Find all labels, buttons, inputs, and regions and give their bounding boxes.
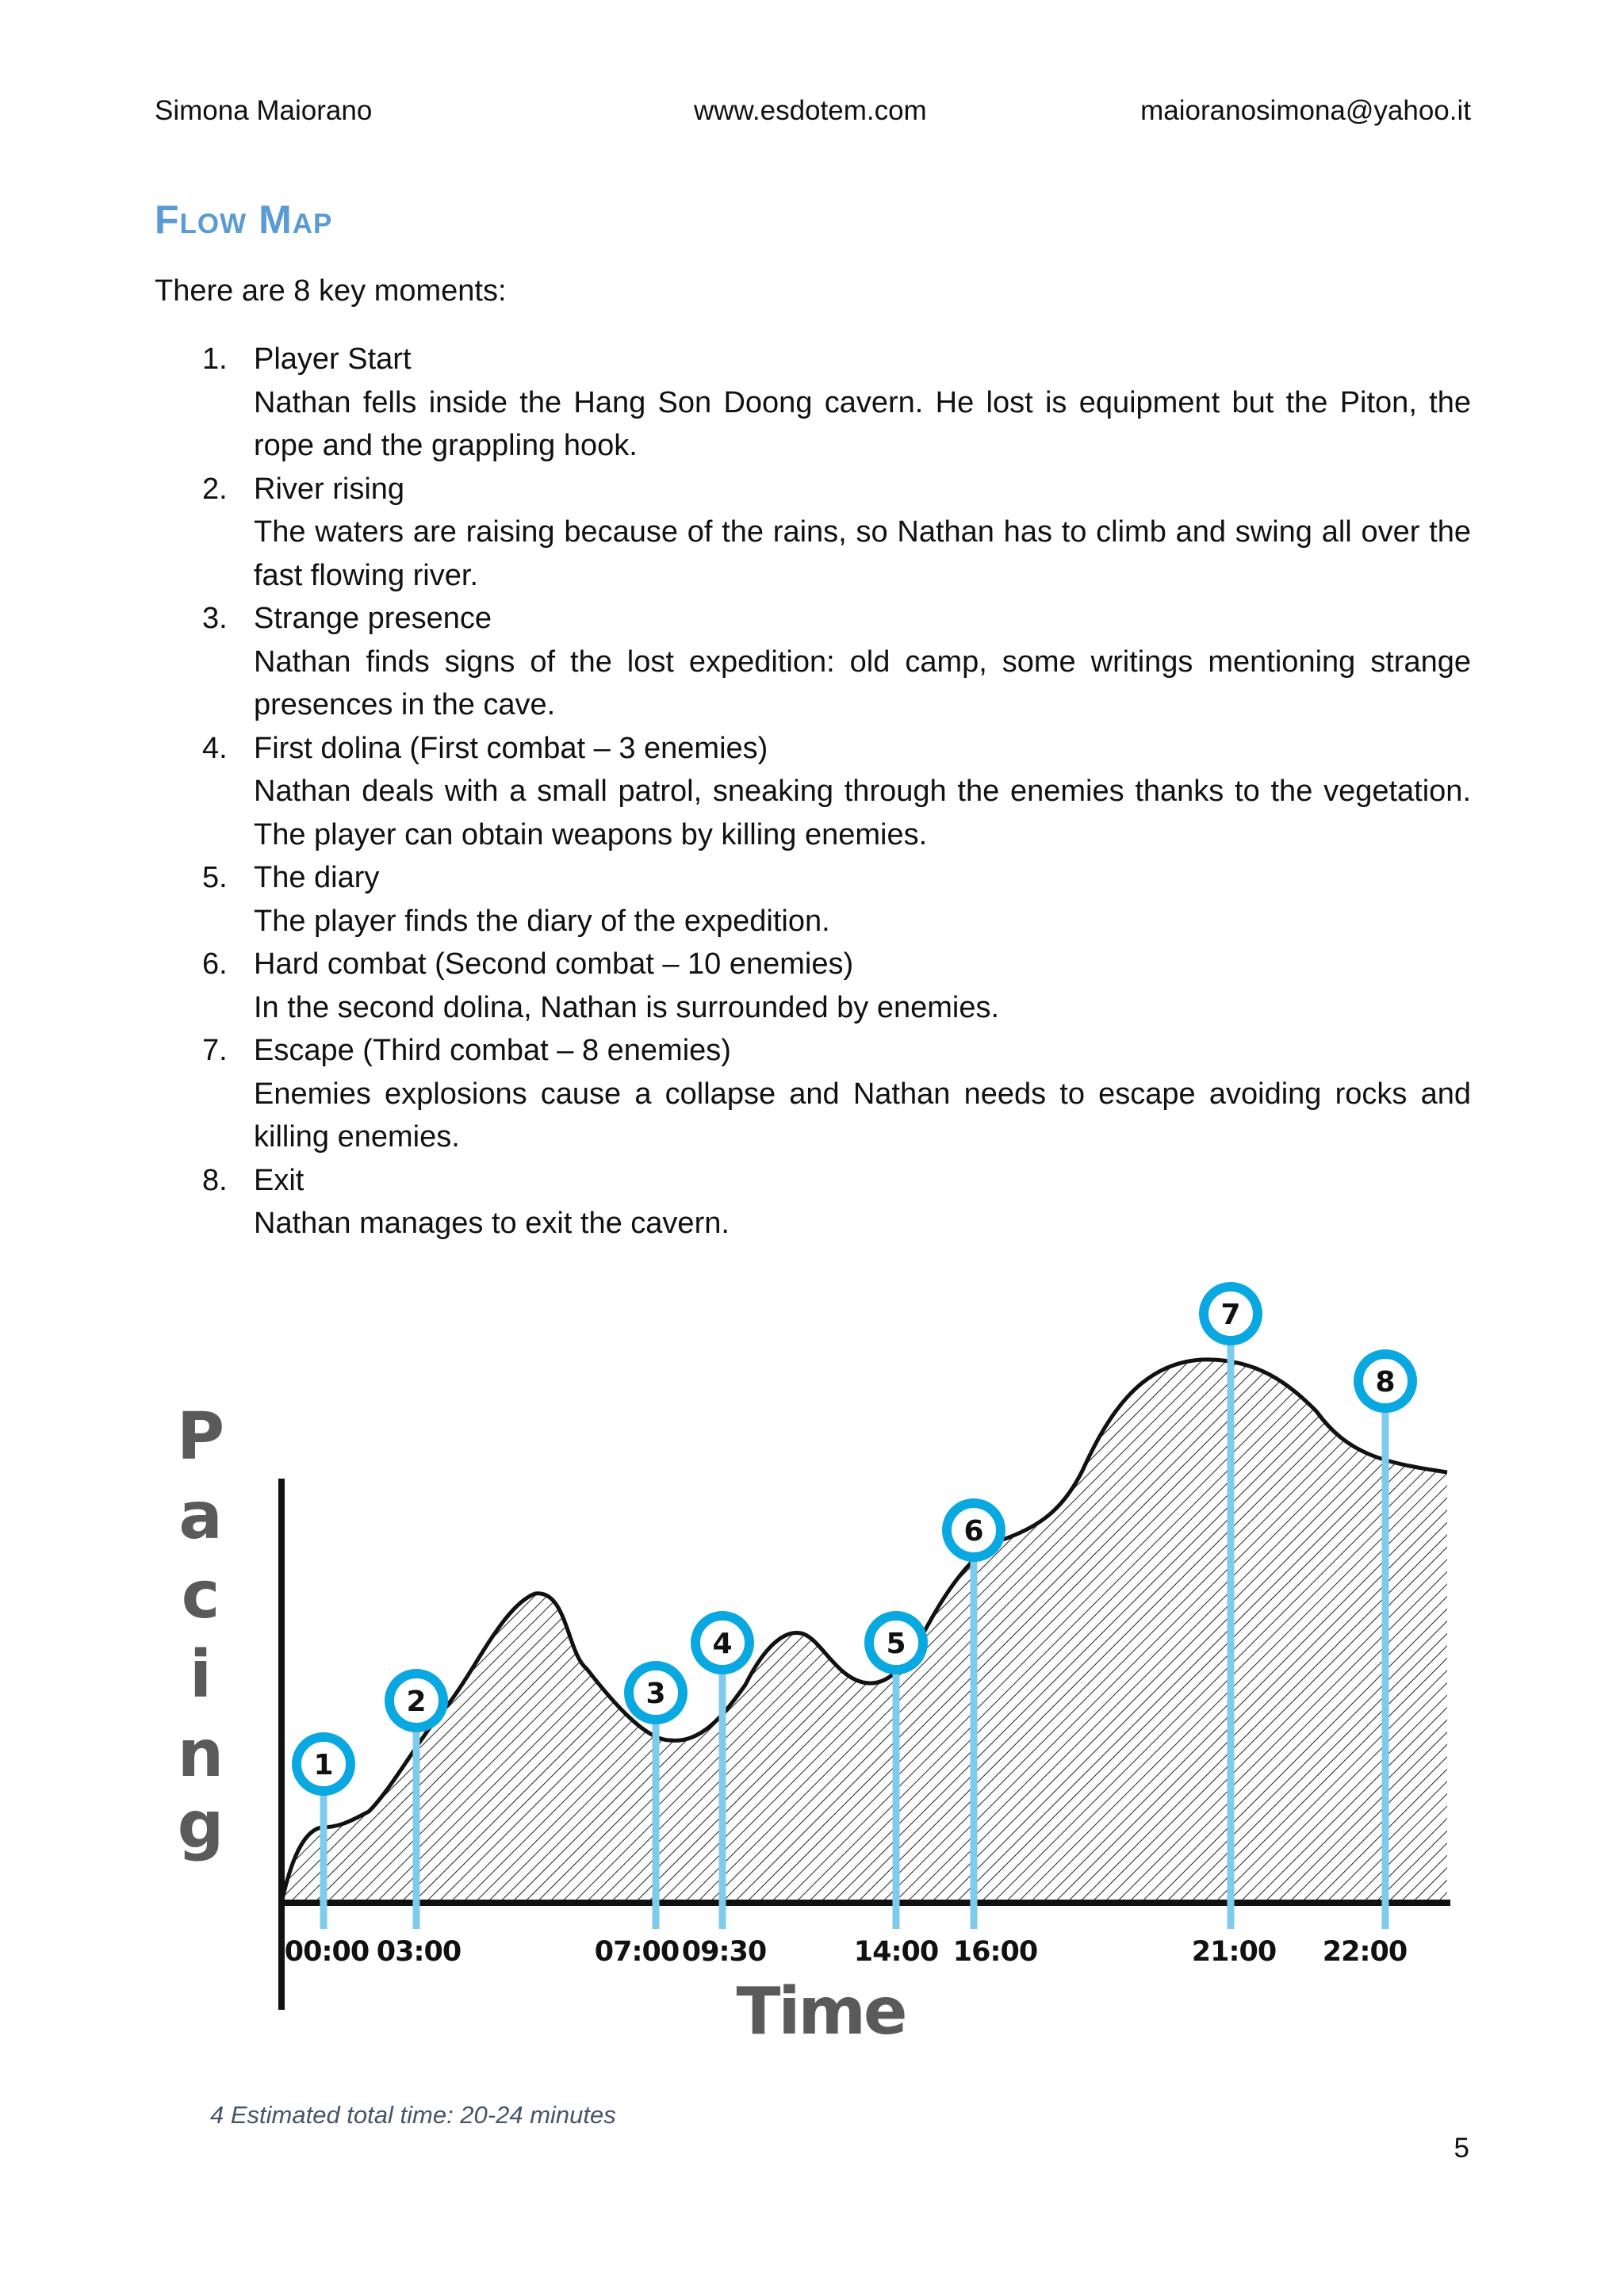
x-tick-label: 21:00 [1191,1936,1277,1968]
marker-label: 8 [1375,1366,1396,1399]
pacing-area [282,1360,1447,1903]
page-number: 5 [1454,2133,1469,2164]
list-item [155,727,1471,857]
item-number: 2. [202,472,228,506]
marker-label: 5 [886,1628,906,1660]
marker-label: 1 [313,1749,334,1781]
marker-label: 3 [645,1678,666,1710]
list-item [155,468,1471,598]
y-axis-label [177,1399,224,1863]
item-title: Escape (Third combat – 8 enemies) [254,1034,731,1067]
item-title: Player Start [254,342,412,376]
list-item [155,1159,1471,1246]
item-description: Enemies explosions cause a collapse and Nathan needs to escape avoiding rocks and killing enemies. [254,1077,1471,1154]
section-title: Flow Map [155,197,333,242]
y-label-letter: P [176,1399,225,1475]
website-link[interactable]: www.esdotem.com [694,95,927,126]
item-description: Nathan deals with a small patrol, sneaking through the enemies thanks to the vegetation. The player can obtain weapons by killing enemies. [254,775,1471,851]
item-number: 5. [202,861,228,894]
item-description: In the second dolina, Nathan is surrounded by enemies. [254,990,1000,1024]
key-moments-list [155,338,1471,1246]
y-label-letter: c [181,1558,220,1633]
pacing-chart [155,1272,1455,2065]
x-tick-label: 22:00 [1322,1936,1408,1968]
item-description: The waters are raising because of the rains, so Nathan has to climb and swing all over the fast flowing river. [254,515,1471,592]
x-tick-label: 16:00 [952,1936,1038,1968]
tick-label-layer [285,1936,1407,1968]
y-label-letter: a [178,1479,223,1554]
item-number: 1. [202,342,228,376]
item-title: River rising [254,472,405,506]
item-description: Nathan manages to exit the cavern. [254,1207,730,1240]
page-header [155,95,1471,135]
item-description: Nathan finds signs of the lost expedition: old camp, some writings mentioning strange presences in the cave. [254,645,1471,721]
item-title: The diary [254,861,380,894]
author-name: Simona Maiorano [155,95,373,126]
item-title: Exit [254,1163,304,1197]
x-tick-label: 00:00 [284,1936,370,1968]
item-number: 4. [202,731,228,765]
item-number: 6. [202,947,228,981]
list-item [155,943,1471,1029]
y-label-letter: n [177,1716,224,1792]
marker-label: 6 [963,1515,984,1548]
item-description: Nathan fells inside the Hang Son Doong cavern. He lost is equipment but the Piton, the rope and the grappling hook. [254,385,1471,462]
email-link[interactable]: maioranosimona@yahoo.it [1140,95,1471,126]
marker-label: 4 [712,1628,733,1660]
marker-label: 7 [1220,1299,1241,1331]
x-axis-label: Time [736,1974,906,2049]
y-label-letter: g [177,1788,224,1863]
list-item [155,597,1471,727]
y-label-letter: i [189,1637,213,1712]
x-tick-label: 03:00 [376,1936,462,1968]
item-number: 8. [202,1163,228,1197]
list-item [155,1029,1471,1159]
item-number: 3. [202,602,228,635]
list-item [155,338,1471,468]
intro-text: There are 8 key moments: [155,274,507,308]
item-number: 7. [202,1034,228,1067]
item-title: First dolina (First combat – 3 enemies) [254,731,768,765]
x-tick-label: 14:00 [853,1936,939,1968]
marker-label: 2 [406,1686,427,1718]
list-item [155,856,1471,943]
x-tick-label: 09:30 [681,1936,767,1968]
x-tick-label: 07:00 [594,1936,680,1968]
item-title: Strange presence [254,602,492,635]
item-title: Hard combat (Second combat – 10 enemies) [254,947,854,981]
item-description: The player finds the diary of the expedition. [254,904,830,938]
figure-caption: 4 Estimated total time: 20-24 minutes [210,2101,616,2129]
